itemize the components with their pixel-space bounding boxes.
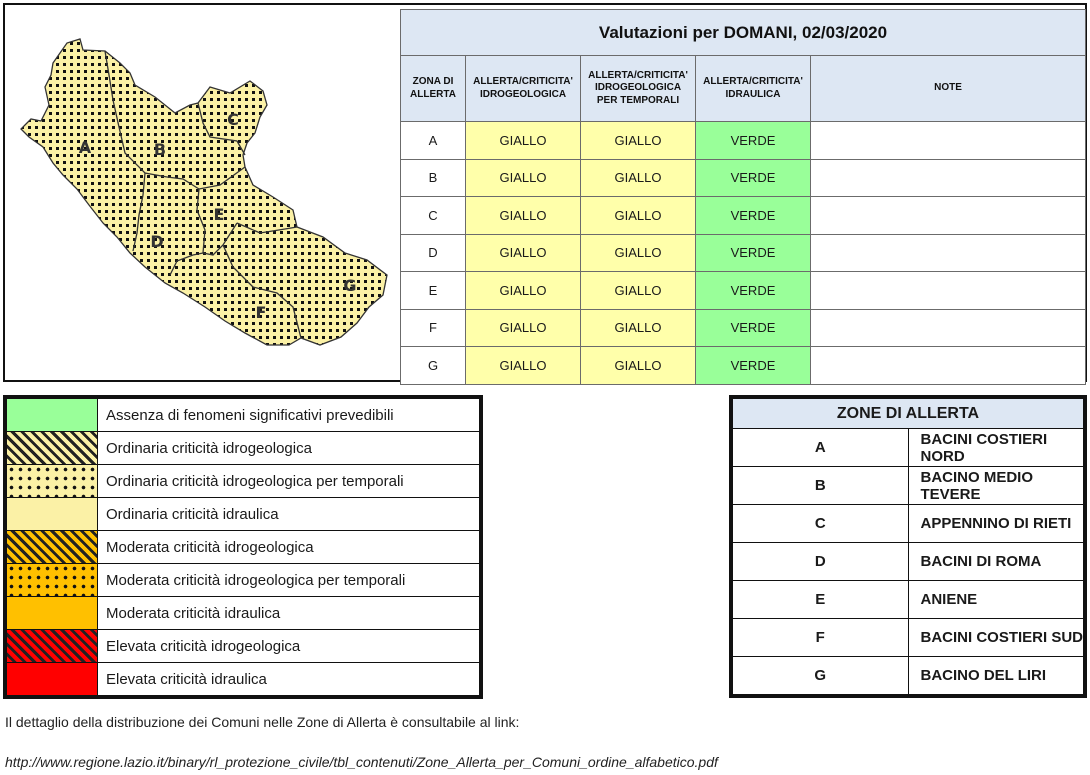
swatch-dotted-orange [7,564,97,596]
idraulica-cell: VERDE [696,197,811,235]
alert-zones-table [732,398,1084,695]
swatch-hatched-orange [7,531,97,563]
legend-row [7,432,480,465]
zone-name: BACINO MEDIO TEVERE [908,467,1084,505]
idrogeologica-cell: GIALLO [466,159,581,197]
legend-label: Ordinaria criticità idrogeologica per temporali [98,465,480,498]
zone-cell: G [401,347,466,385]
note-cell [811,197,1086,235]
zone-name: APPENNINO DI RIETI [908,505,1084,543]
zones-table-title: ZONE DI ALLERTA [733,399,1084,429]
col-header-zone: ZONA DI ALLERTA [401,56,466,122]
idrogeologica-cell: GIALLO [466,309,581,347]
zone-letter: B [733,467,909,505]
idraulica-cell: VERDE [696,122,811,160]
map-label-b: B [153,140,167,159]
legend-label: Ordinaria criticità idrogeologica [98,432,480,465]
zone-letter: F [733,619,909,657]
zone-letter: E [733,581,909,619]
legend-label: Elevata criticità idrogeologica [98,630,480,663]
zone-name: BACINO DEL LIRI [908,657,1084,695]
legend-row [7,630,480,663]
col-header-temporali: ALLERTA/CRITICITA' IDROGEOLOGICA PER TEMPORALI [581,56,696,122]
legend-table [6,398,480,696]
zone-letter: A [733,429,909,467]
map-label-d: D [150,232,164,251]
idraulica-cell: VERDE [696,159,811,197]
legend-row [7,465,480,498]
swatch-solid-red [7,663,97,695]
evaluation-table-container [400,9,1085,381]
zone-cell: B [401,159,466,197]
idraulica-cell: VERDE [696,347,811,385]
evaluation-title: Valutazioni per DOMANI, 02/03/2020 [401,10,1086,56]
footer-note: Il dettaglio della distribuzione dei Comuni nelle Zone di Allerta è consultabile al link: [5,714,520,730]
col-header-note: NOTE [811,56,1086,122]
idraulica-cell: VERDE [696,234,811,272]
legend-row [7,663,480,696]
col-header-idraulica: ALLERTA/CRITICITA' IDRAULICA [696,56,811,122]
map-label-g: G [343,276,357,295]
map-label-f: F [255,303,267,322]
map-label-e: E [213,205,225,224]
note-cell [811,234,1086,272]
swatch-hatched-red [7,630,97,662]
legend-label: Moderata criticità idrogeologica per temporali [98,564,480,597]
idrogeologica-cell: GIALLO [466,122,581,160]
table-row [733,619,1084,657]
legend-row [7,531,480,564]
forecast-panel [3,3,1087,382]
legend-row [7,597,480,630]
table-row [401,234,1086,272]
evaluation-table [400,9,1086,385]
note-cell [811,272,1086,310]
legend-label: Assenza di fenomeni significativi prevedibili [98,399,480,432]
zone-cell: C [401,197,466,235]
zone-letter: D [733,543,909,581]
table-row [733,543,1084,581]
zone-letter: G [733,657,909,695]
legend-label: Moderata criticità idrogeologica [98,531,480,564]
swatch-hatched-yellow [7,432,97,464]
table-row [401,159,1086,197]
legend-label: Ordinaria criticità idraulica [98,498,480,531]
idrogeologica-cell: GIALLO [466,347,581,385]
table-row [401,309,1086,347]
swatch-solid-green [7,399,97,431]
zone-letter: C [733,505,909,543]
swatch-dotted-yellow [7,465,97,497]
idrogeologica-cell: GIALLO [466,272,581,310]
table-row [401,272,1086,310]
table-row [401,197,1086,235]
table-row [733,657,1084,695]
note-cell [811,347,1086,385]
evaluation-header-row [401,56,1086,122]
lazio-map-svg [5,5,397,380]
zone-name: ANIENE [908,581,1084,619]
table-row [733,505,1084,543]
legend-row [7,498,480,531]
temporali-cell: GIALLO [581,234,696,272]
idrogeologica-cell: GIALLO [466,234,581,272]
zone-name: BACINI DI ROMA [908,543,1084,581]
col-header-idrogeologica: ALLERTA/CRITICITA' IDROGEOLOGICA [466,56,581,122]
idraulica-cell: VERDE [696,272,811,310]
idraulica-cell: VERDE [696,309,811,347]
legend-row [7,399,480,432]
legend-label: Elevata criticità idraulica [98,663,480,696]
temporali-cell: GIALLO [581,347,696,385]
table-row [733,429,1084,467]
legend [3,395,483,699]
alert-zones-table-container [729,395,1087,698]
footer-link[interactable]: http://www.regione.lazio.it/binary/rl_protezione_civile/tbl_contenuti/Zone_Allerta_per_Comuni_ordine_alfabetico.pdf [5,754,718,770]
table-row [401,122,1086,160]
table-row [733,467,1084,505]
temporali-cell: GIALLO [581,197,696,235]
temporali-cell: GIALLO [581,159,696,197]
zone-name: BACINI COSTIERI NORD [908,429,1084,467]
zone-cell: F [401,309,466,347]
zone-cell: A [401,122,466,160]
zone-cell: D [401,234,466,272]
alert-zones-map [5,5,397,380]
legend-row [7,564,480,597]
table-row [733,581,1084,619]
note-cell [811,309,1086,347]
map-label-a: A [78,138,92,157]
note-cell [811,122,1086,160]
map-label-c: C [227,110,239,129]
temporali-cell: GIALLO [581,309,696,347]
note-cell [811,159,1086,197]
swatch-solid-yellow [7,498,97,530]
legend-label: Moderata criticità idraulica [98,597,480,630]
zone-cell: E [401,272,466,310]
temporali-cell: GIALLO [581,122,696,160]
temporali-cell: GIALLO [581,272,696,310]
idrogeologica-cell: GIALLO [466,197,581,235]
swatch-solid-orange [7,597,97,629]
region-outline [21,39,387,345]
table-row [401,347,1086,385]
zone-name: BACINI COSTIERI SUD [908,619,1084,657]
